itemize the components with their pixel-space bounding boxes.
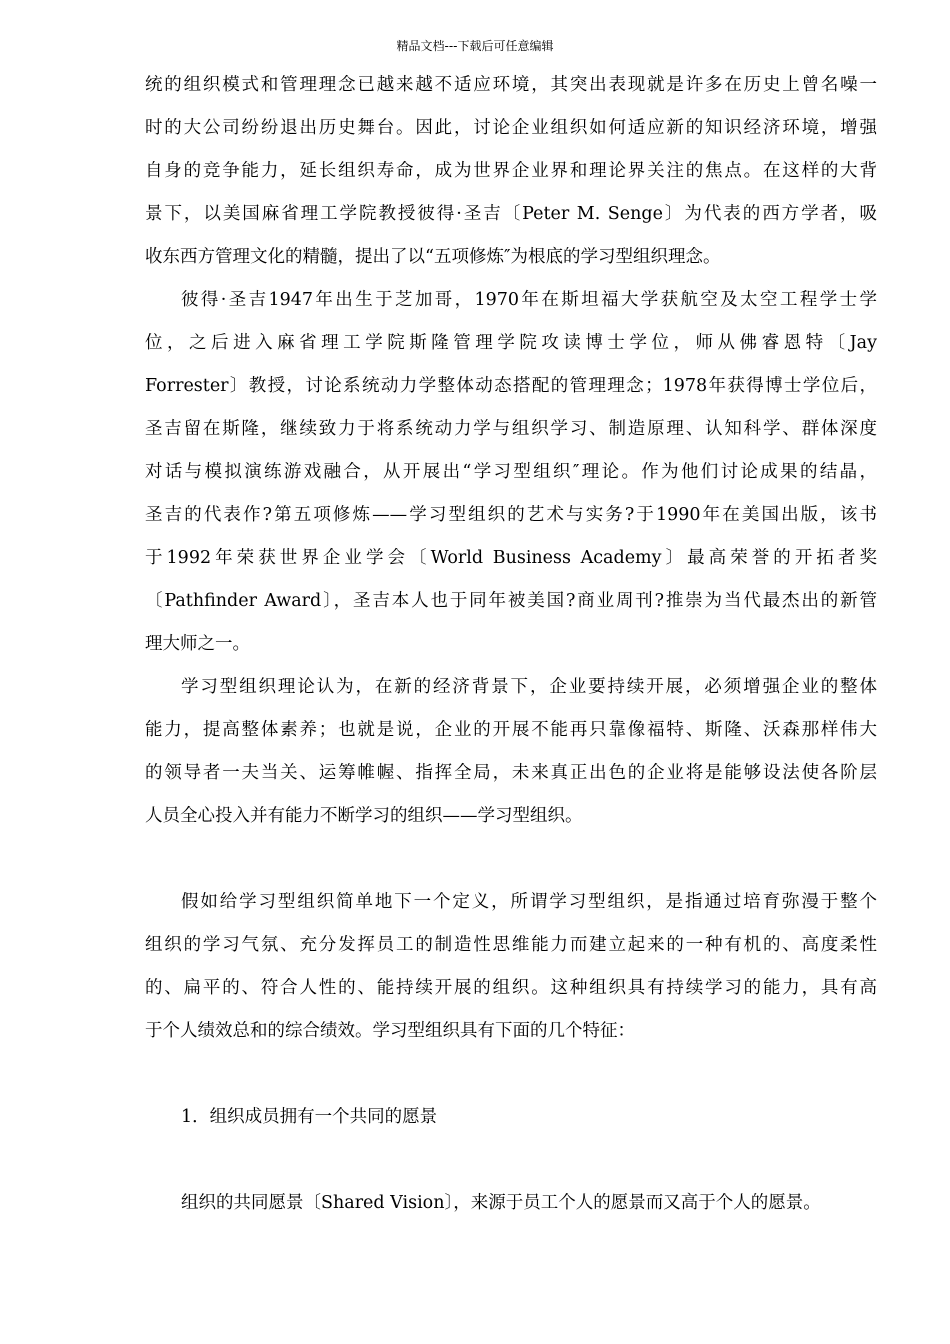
- text-line: 于1992年荣获世界企业学会〔World Business Academy〕最高荣誉的开拓者奖: [145, 548, 877, 568]
- text-line: 人员全心投入并有能力不断学习的组织——学习型组织。: [145, 806, 583, 826]
- paragraph: [145, 1182, 877, 1225]
- text-line: 统的组织模式和管理理念已越来越不适应环境，其突出表现就是许多在历史上曾名噪一: [145, 75, 877, 95]
- text-line: 位，之后进入麻省理工学院斯隆管理学院攻读博士学位，师从佛睿恩特〔Jay: [145, 333, 877, 353]
- paragraph-gap: [145, 1139, 877, 1182]
- text-line: 时的大公司纷纷退出历史舞台。因此，讨论企业组织如何适应新的知识经济环境，增强: [145, 118, 877, 138]
- paragraph: [145, 666, 877, 838]
- text-line: 假如给学习型组织简单地下一个定义，所谓学习型组织，是指通过培育弥漫于整个: [181, 892, 877, 912]
- document-body: [145, 64, 877, 1225]
- paragraph: [145, 1096, 877, 1139]
- page-header: 精品文档---下载后可任意编辑: [396, 39, 554, 53]
- text-line: 圣吉的代表作?第五项修炼——学习型组织的艺术与实务?于1990年在美国出版，该书: [145, 505, 877, 525]
- text-line: 自身的竞争能力，延长组织寿命，成为世界企业界和理论界关注的焦点。在这样的大背: [145, 161, 877, 181]
- text-line: 于个人绩效总和的综合绩效。学习型组织具有下面的几个特征：: [145, 1021, 635, 1041]
- text-line: 的领导者一夫当关、运筹帷幄、指挥全局，未来真正出色的企业将是能够设法使各阶层: [145, 763, 877, 783]
- text-line: 圣吉留在斯隆，继续致力于将系统动力学与组织学习、制造原理、认知科学、群体深度: [145, 419, 877, 439]
- text-line: 能力，提高整体素养；也就是说，企业的开展不能再只靠像福特、斯隆、沃森那样伟大: [145, 720, 877, 740]
- text-line: 的、扁平的、符合人性的、能持续开展的组织。这种组织具有持续学习的能力，具有高: [145, 978, 877, 998]
- paragraph: [145, 279, 877, 666]
- paragraph: [145, 881, 877, 1053]
- paragraph-gap: [145, 1053, 877, 1096]
- text-line: 1．组织成员拥有一个共同的愿景: [181, 1107, 438, 1127]
- paragraph: [145, 64, 877, 279]
- text-line: 收东西方管理文化的精髓，提出了以“五项修炼″为根底的学习型组织理念。: [145, 247, 721, 267]
- text-line: 〔Pathfinder Award〕，圣吉本人也于同年被美国?商业周刊?推崇为当代最杰出的新管: [145, 591, 877, 611]
- text-line: 彼得·圣吉1947年出生于芝加哥，1970年在斯坦福大学获航空及太空工程学士学: [181, 290, 877, 310]
- text-line: 组织的共同愿景〔Shared Vision〕，来源于员工个人的愿景而又高于个人的愿景。: [181, 1193, 821, 1213]
- text-line: 理大师之一。: [145, 634, 250, 654]
- text-line: 学习型组织理论认为，在新的经济背景下，企业要持续开展，必须增强企业的整体: [181, 677, 877, 697]
- text-line: 组织的学习气氛、充分发挥员工的制造性思维能力而建立起来的一种有机的、高度柔性: [145, 935, 877, 955]
- text-line: 景下，以美国麻省理工学院教授彼得·圣吉〔Peter M. Senge〕为代表的西方学者，吸: [145, 204, 877, 224]
- text-line: 对话与模拟演练游戏融合，从开展出“学习型组织″理论。作为他们讨论成果的结晶，: [145, 462, 877, 482]
- paragraph-gap: [145, 838, 877, 881]
- text-line: Forrester〕教授，讨论系统动力学整体动态搭配的管理理念；1978年获得博士学位后，: [145, 376, 877, 396]
